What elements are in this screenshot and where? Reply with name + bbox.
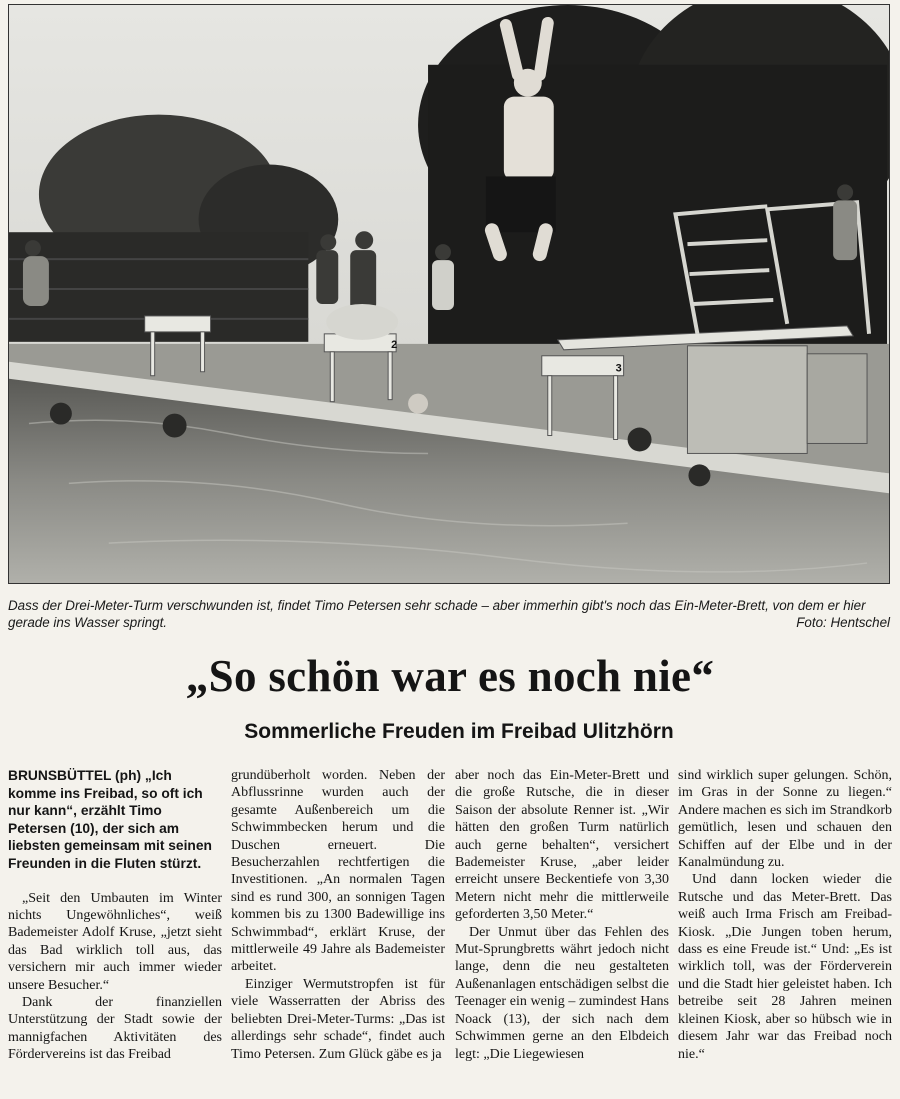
lane-number-3: 3 [615,362,622,375]
paragraph: Der Unmut über das Fehlen des Mut-Sprungbretts währt jedoch nicht lange, denn die neu gestalteten Außenanlagen entschädigen selbst die Teenager ein wenig – zumindest Hans Noack (13), der sich nach dem Schwimmen gerne an den Elbdeich legt: „Die Liegewiesen [455,924,669,1062]
subheadline: Sommerliche Freuden im Freibad Ulitzhörn [244,720,674,743]
caption-text: Dass der Drei-Meter-Turm verschwunden ist, findet Timo Petersen sehr schade – aber immerhin gibt's noch das Ein-Meter-Brett, von dem er hier gerade ins Wasser springt. [8,598,866,630]
photo-credit: Foto: Hentschel [796,615,890,630]
article-column-4 [678,767,892,1063]
paragraph: sind wirklich super gelungen. Schön, im Gras in der Sonne zu liegen.“ Andere machen es sich im Strandkorb gemütlich, lesen und schauen den Schiffen auf der Elbe und in der Kanalmündung zu. [678,768,892,871]
photo-caption [8,597,890,631]
article-column-1 [8,767,222,1064]
paragraph: Und dann locken wieder die Rutsche und das Meter-Brett. Das weiß auch Irma Frisch am Freibad-Kiosk. „Die Jungen toben herum, dass es eine Freude ist.“ Und: „Es ist wirklich toll, was der Förderverein und die Stadt hier geleistet haben. Ich betreibe seit 28 Jahren meinen kleinen Kiosk, aber so hübsch wie in diesem Jahr war das Freibad noch nie.“ [678,872,892,1062]
paragraph: Dank der finanziellen Unterstützung der Stadt sowie der mannigfachen Aktivitäten des Fördervereins ist das Freibad [8,995,222,1063]
lane-number-2: 2 [391,338,398,351]
article-photo [8,4,890,584]
paragraph: Einziger Wermutstropfen ist für viele Wasserratten der Abriss des beliebten Drei-Meter-Turms: „Das ist allerdings sehr schade“, findet auch Timo Petersen. Zum Glück gäbe es ja [231,976,445,1062]
article-lead: BRUNSBÜTTEL (ph) „Ich komme ins Freibad, so oft ich nur kann“, erzählt Timo Petersen (10), der sich am liebsten gemeinsam mit seinen Freunden in die Fluten stürzt. [8,768,212,871]
headline: „So schön war es noch nie“ [185,651,715,701]
article-column-2 [231,767,445,1063]
paragraph: grundüberholt worden. Neben der Abflussrinne wurden auch der gesamte Außenbereich um die Schwimmbecken herum und die Duschen erneuert. Die Besucherzahlen rechtfertigen die Investitionen. „An normalen Tagen sind es rund 300, an sonnigen Tagen kommen bis zu 1300 Badewillige ins Schwimmbad“, erklärt Kruse, der mittlerweile 49 Jahre als Bademeister arbeitet. [231,768,445,975]
pool-photo-illustration [9,5,889,583]
paragraph: aber noch das Ein-Meter-Brett und die große Rutsche, die in dieser Saison der absolute Renner ist. „Wir hätten den großen Turm natürlich auch gerne behalten“, versichert Bademeister Kruse, „aber leider erreicht unsere Beckentiefe von 3,30 Metern nicht mehr die mittlerweile geforderten 3,50 Meter.“ [455,768,669,923]
paragraph: „Seit den Umbauten im Winter nichts Ungewöhnliches“, weiß Bademeister Adolf Kruse, „jetzt sieht das Bad wirklich toll aus, das versichern mir auch immer wieder unsere Besucher.“ [8,890,222,993]
article-column-3 [455,767,669,1063]
ball-basket [326,304,398,340]
